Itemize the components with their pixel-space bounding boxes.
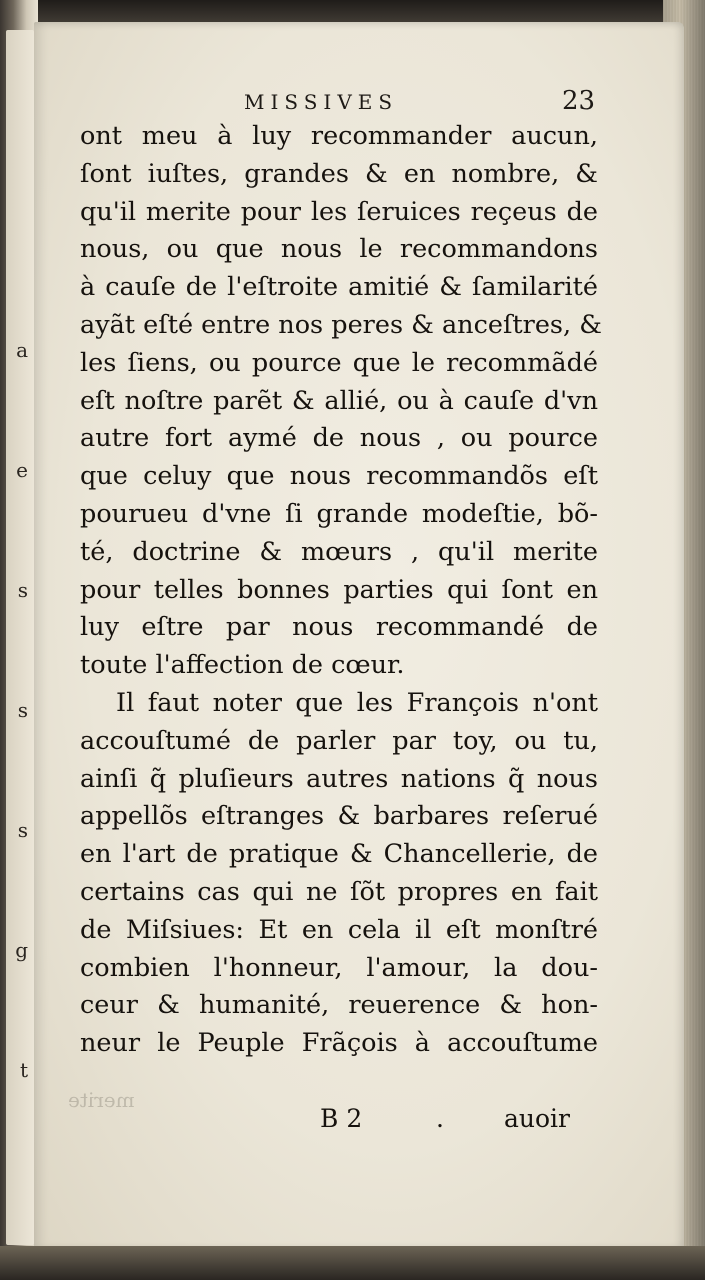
text-line: eſt noſtre parẽt & allié, ou à cauſe d'vn [80, 385, 598, 416]
text-line: ayãt eſté entre nos peres & anceſtres, & [80, 309, 602, 340]
text-block [80, 118, 602, 1063]
page-number: 23 [562, 86, 596, 116]
text-line: ont meu à luy recommander aucun, [80, 121, 598, 151]
text-line: neur le Peuple Frãçois à accouſtume [80, 1028, 598, 1059]
show-through-text: merite [68, 1088, 135, 1112]
text-line: luy eſtre par nous recommandé de [80, 612, 598, 643]
signature-mark: B 2 [320, 1104, 363, 1133]
facing-page-fragment: s [17, 578, 28, 602]
facing-page-fragment: s [17, 818, 28, 842]
text-line: à cauſe de l'eſtroite amitié & ſamilarité [80, 272, 598, 303]
text-line: té, doctrine & mœurs , qu'il merite [80, 536, 598, 567]
text-line: que celuy que nous recommandõs eſt [80, 461, 598, 492]
book-page [34, 22, 684, 1250]
facing-page-letter-fragments [8, 340, 28, 1080]
facing-page-fragment: e [16, 458, 28, 482]
text-line: pour telles bonnes parties qui ſont en [80, 574, 598, 605]
text-line: les ſiens, ou pource que le recommãdé [80, 347, 598, 378]
text-line: qu'il merite pour les ſeruices reçeus de [80, 196, 598, 227]
text-line: autre fort aymé de nous , ou pource [80, 423, 598, 454]
facing-page-fragment: s [17, 698, 28, 722]
text-line: accouſtumé de parler par toy, ou tu, [80, 725, 598, 756]
catchword: auoir [504, 1104, 571, 1133]
text-line: combien l'honneur, l'amour, la dou- [80, 952, 598, 983]
paragraph-start-line: Il faut noter que les François n'ont [116, 687, 598, 718]
text-line: certains cas qui ne ſõt propres en fait [80, 876, 598, 907]
text-line: ſont iuſtes, grandes & en nombre, & [80, 158, 598, 189]
page-footer [34, 1104, 684, 1140]
text-line: de Miſsiues: Et en cela il eſt monſtré [80, 914, 598, 945]
facing-page-fragment: t [19, 1058, 28, 1082]
footer-dot: . [436, 1104, 444, 1133]
text-line: nous, ou que nous le recommandons [80, 234, 598, 265]
text-line: appellõs eſtranges & barbares reſerué [80, 801, 598, 832]
text-line: ceur & humanité, reuerence & hon- [80, 990, 598, 1021]
running-title: MISSIVES [244, 90, 399, 114]
text-line: en l'art de pratique & Chancellerie, de [80, 839, 598, 870]
bottom-shadow-band [0, 1246, 705, 1280]
facing-page-fragment: g [15, 938, 28, 962]
text-line: pourueu d'vne ſi grande modeſtie, bõ- [80, 498, 598, 529]
facing-page-edge [0, 0, 38, 1280]
top-shadow-band [0, 0, 705, 22]
paragraph-end-line: toute l'affection de cœur. [80, 650, 405, 681]
facing-page-fragment: a [16, 338, 28, 362]
text-line: ainſi q̃ pluſieurs autres nations q̃ nous [80, 763, 598, 794]
